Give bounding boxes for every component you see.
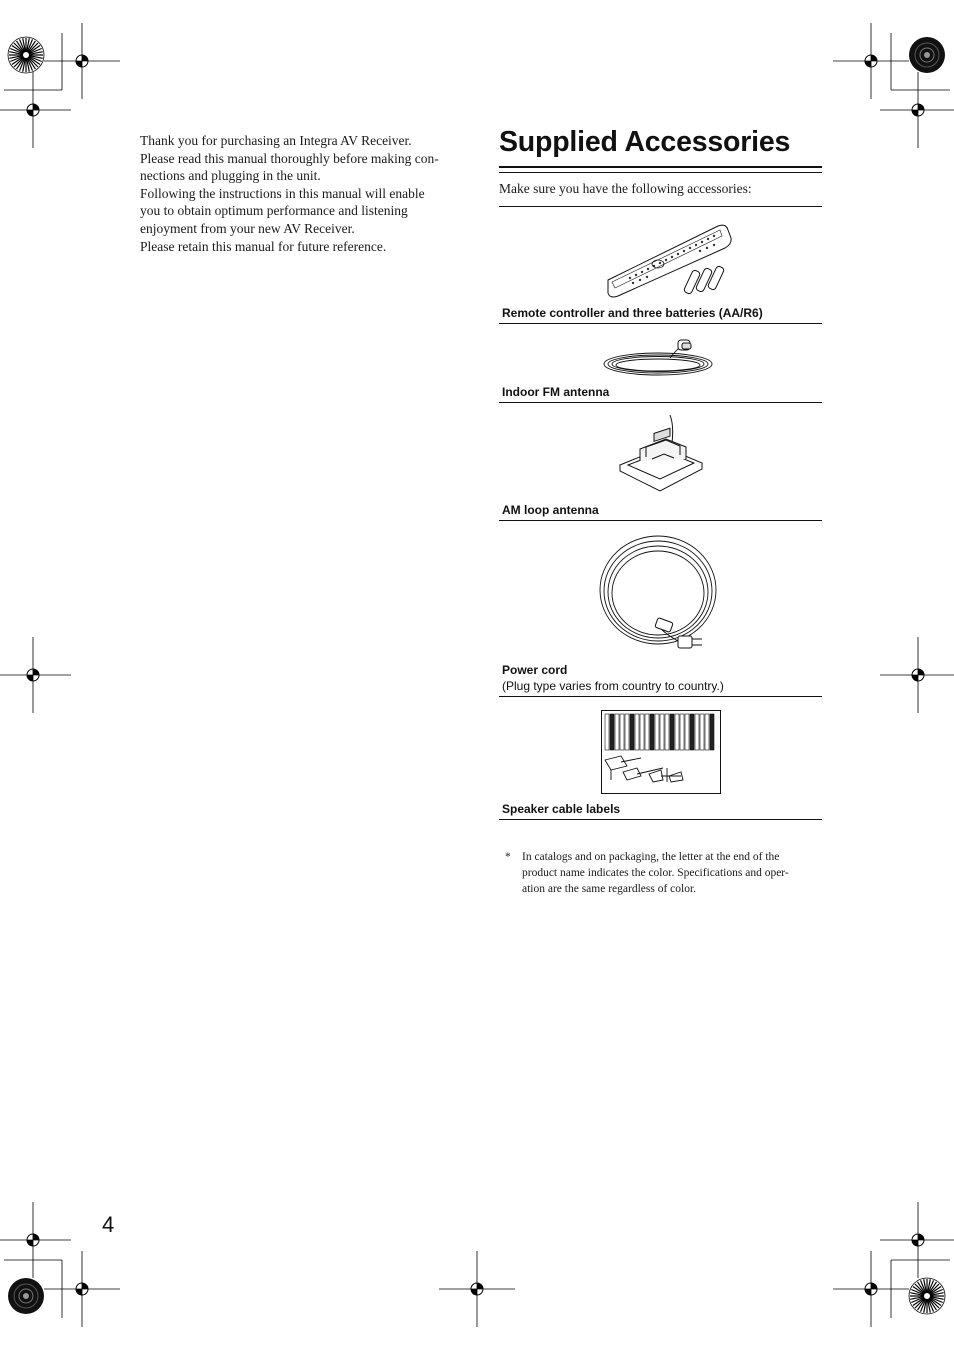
intro-line: Please retain this manual for future reference. xyxy=(140,238,387,254)
accessory-label: Speaker cable labels xyxy=(502,802,621,816)
cable-label-sheet-icon xyxy=(601,710,721,794)
accessory-note: (Plug type varies from country to country.) xyxy=(502,679,724,693)
label-strip xyxy=(690,714,694,750)
intro-line: enjoyment from your new AV Receiver. xyxy=(140,220,355,236)
section-lead: Make sure you have the following accessories: xyxy=(499,181,752,196)
label-strip xyxy=(660,714,664,750)
label-strip xyxy=(625,714,629,750)
label-strip xyxy=(685,714,689,750)
divider xyxy=(499,206,822,207)
divider xyxy=(499,323,822,324)
footnote-line: product name indicates the color. Specifications and oper- xyxy=(522,867,789,879)
label-strip xyxy=(680,714,684,750)
intro-text xyxy=(140,132,465,255)
label-strip xyxy=(670,714,674,750)
accessory-label: Power cord xyxy=(502,663,568,677)
label-strip xyxy=(665,714,669,750)
label-strip xyxy=(705,714,709,750)
accessory-label: Indoor FM antenna xyxy=(502,385,610,399)
label-strip xyxy=(650,714,654,750)
divider xyxy=(499,402,822,403)
remote-with-batteries-icon xyxy=(600,218,740,300)
accessory-label: Remote controller and three batteries (AA/R6) xyxy=(502,306,763,320)
am-loop-antenna-icon xyxy=(612,413,708,499)
divider xyxy=(499,696,822,697)
label-strip xyxy=(645,714,649,750)
footnote xyxy=(505,849,823,897)
accessory-label: AM loop antenna xyxy=(502,503,599,517)
section-title: Supplied Accessories xyxy=(499,126,791,158)
label-strip xyxy=(620,714,624,750)
footnote-line: In catalogs and on packaging, the letter at the end of the xyxy=(522,851,780,863)
label-strip xyxy=(640,714,644,750)
label-strip xyxy=(710,714,714,750)
page-number: 4 xyxy=(102,1212,115,1237)
label-strip xyxy=(695,714,699,750)
label-strip xyxy=(675,714,679,750)
label-strip xyxy=(615,714,619,750)
title-rule-thin xyxy=(499,172,822,173)
intro-line: Following the instructions in this manual will enable xyxy=(140,185,425,201)
label-strip xyxy=(630,714,634,750)
title-rule-thick xyxy=(499,166,822,168)
intro-line: Please read this manual thoroughly before making con- xyxy=(140,150,439,166)
label-strip xyxy=(610,714,614,750)
intro-line: Thank you for purchasing an Integra AV Receiver. xyxy=(140,133,412,148)
label-strip xyxy=(635,714,639,750)
intro-line: nections and plugging in the unit. xyxy=(140,168,321,184)
label-strip xyxy=(655,714,659,750)
label-strip xyxy=(605,714,609,750)
intro-line: you to obtain optimum performance and listening xyxy=(140,203,408,219)
fm-antenna-icon xyxy=(600,336,720,380)
divider xyxy=(499,520,822,521)
footnote-mark: * xyxy=(505,851,511,863)
divider xyxy=(499,819,822,820)
label-strip xyxy=(700,714,704,750)
power-cord-icon xyxy=(596,532,726,658)
footnote-line: ation are the same regardless of color. xyxy=(522,883,697,895)
